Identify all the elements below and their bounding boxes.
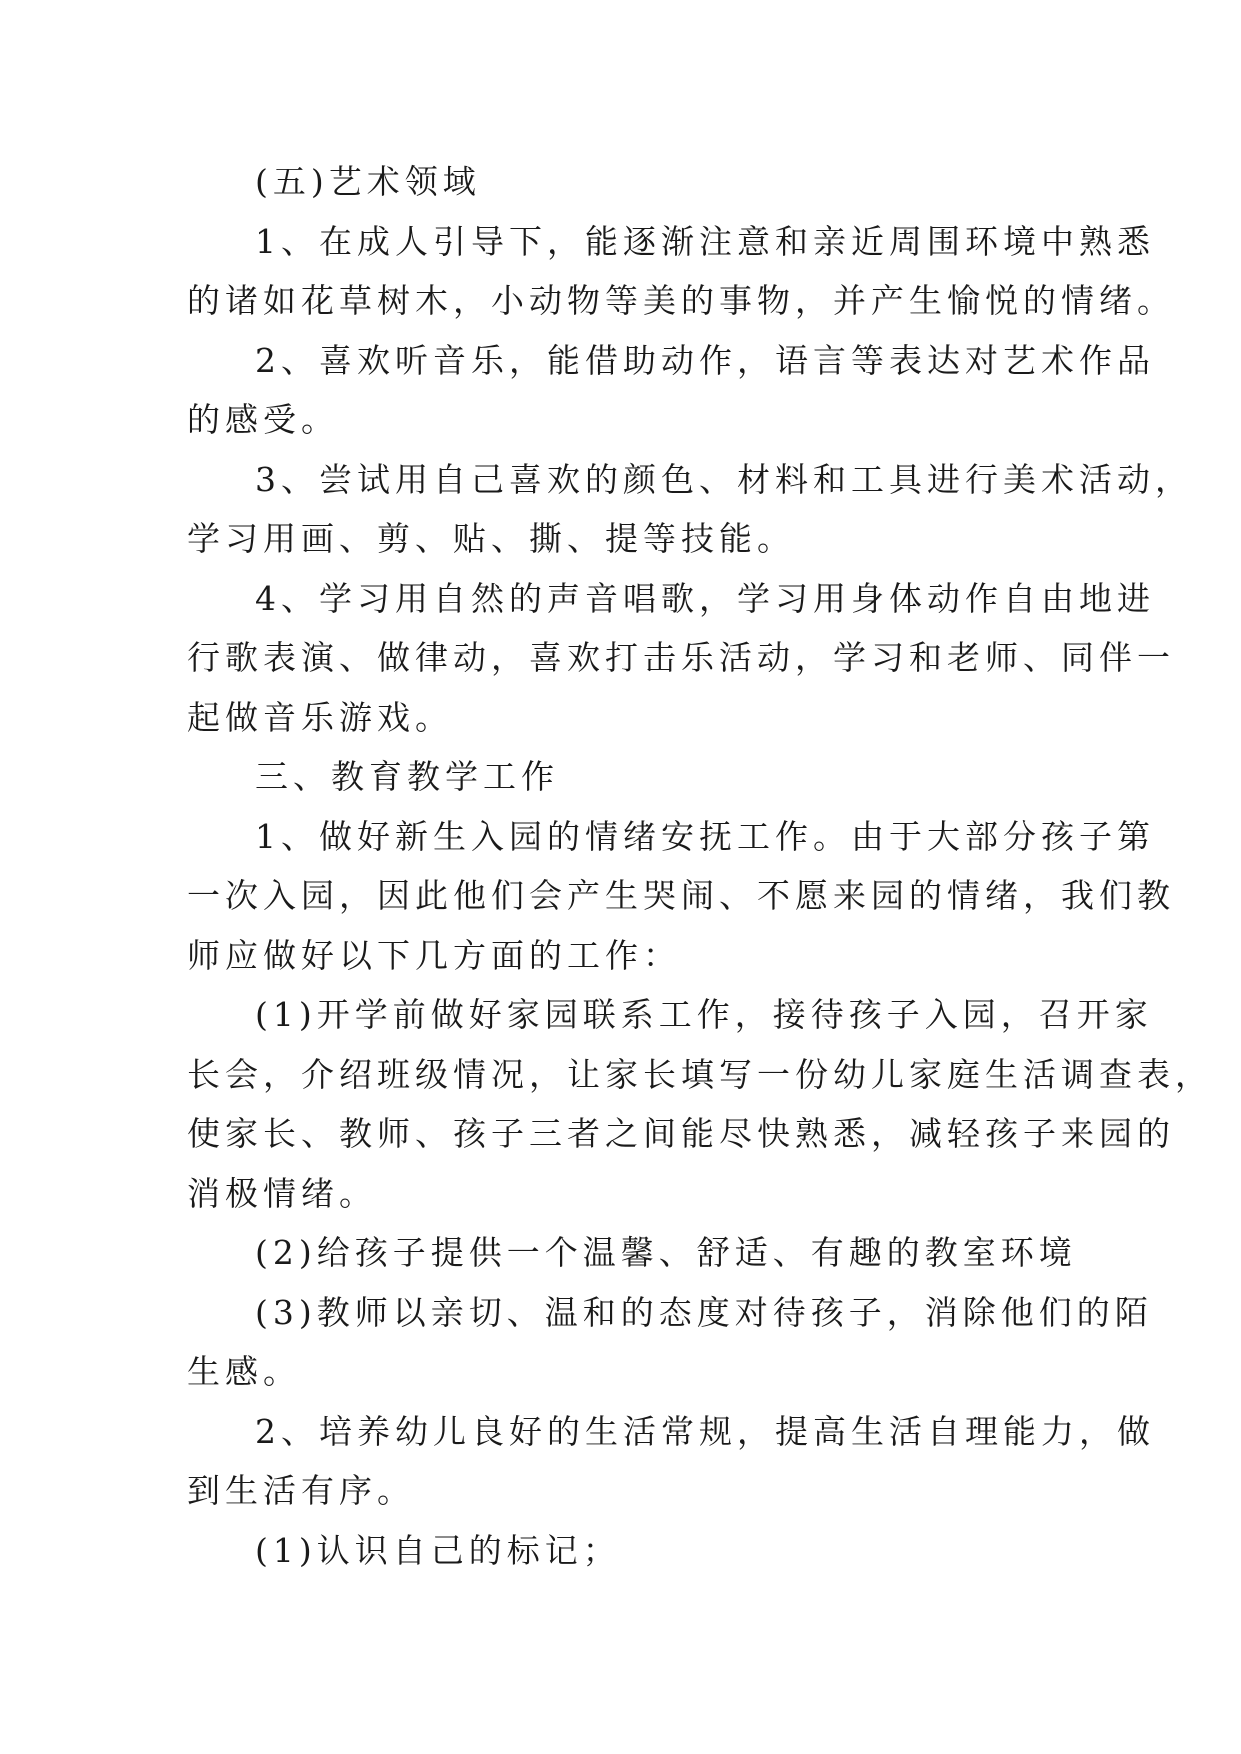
text-line: 使家长、教师、孩子三者之间能尽快熟悉，减轻孩子来园的 xyxy=(187,1114,1175,1153)
text-line: 长会，介绍班级情况，让家长填写一份幼儿家庭生活调查表， xyxy=(187,1055,1213,1094)
text-line: 起做音乐游戏。 xyxy=(187,698,453,737)
text-line: 行歌表演、做律动，喜欢打击乐活动，学习和老师、同伴一 xyxy=(187,638,1175,677)
text-line: 1、在成人引导下，能逐渐注意和亲近周围环境中熟悉 xyxy=(255,222,1155,261)
text-line: 2、喜欢听音乐，能借助动作，语言等表达对艺术作品 xyxy=(255,341,1155,380)
text-line: 生感。 xyxy=(187,1352,301,1391)
text-line: (3)教师以亲切、温和的态度对待孩子，消除他们的陌 xyxy=(255,1293,1153,1332)
text-line: 的感受。 xyxy=(187,400,339,439)
text-line: 师应做好以下几方面的工作： xyxy=(187,936,681,975)
text-line: 的诸如花草树木，小动物等美的事物，并产生愉悦的情绪。 xyxy=(187,281,1175,320)
text-line: 4、学习用自然的声音唱歌，学习用身体动作自由地进 xyxy=(255,579,1155,618)
section-heading: (五)艺术领域 xyxy=(255,162,481,201)
text-line: 一次入园，因此他们会产生哭闹、不愿来园的情绪，我们教 xyxy=(187,876,1175,915)
text-line: (1)开学前做好家园联系工作，接待孩子入园，召开家 xyxy=(255,995,1153,1034)
text-line: (1)认识自己的标记； xyxy=(255,1531,621,1570)
text-line: 学习用画、剪、贴、撕、提等技能。 xyxy=(187,519,795,558)
section-heading: 三、教育教学工作 xyxy=(255,757,559,796)
text-line: 2、培养幼儿良好的生活常规，提高生活自理能力，做 xyxy=(255,1412,1155,1451)
text-line: 到生活有序。 xyxy=(187,1471,415,1510)
text-line: 消极情绪。 xyxy=(187,1174,377,1213)
text-line: (2)给孩子提供一个温馨、舒适、有趣的教室环境 xyxy=(255,1233,1077,1272)
text-line: 3、尝试用自己喜欢的颜色、材料和工具进行美术活动， xyxy=(255,460,1193,499)
text-line: 1、做好新生入园的情绪安抚工作。由于大部分孩子第 xyxy=(255,817,1155,856)
